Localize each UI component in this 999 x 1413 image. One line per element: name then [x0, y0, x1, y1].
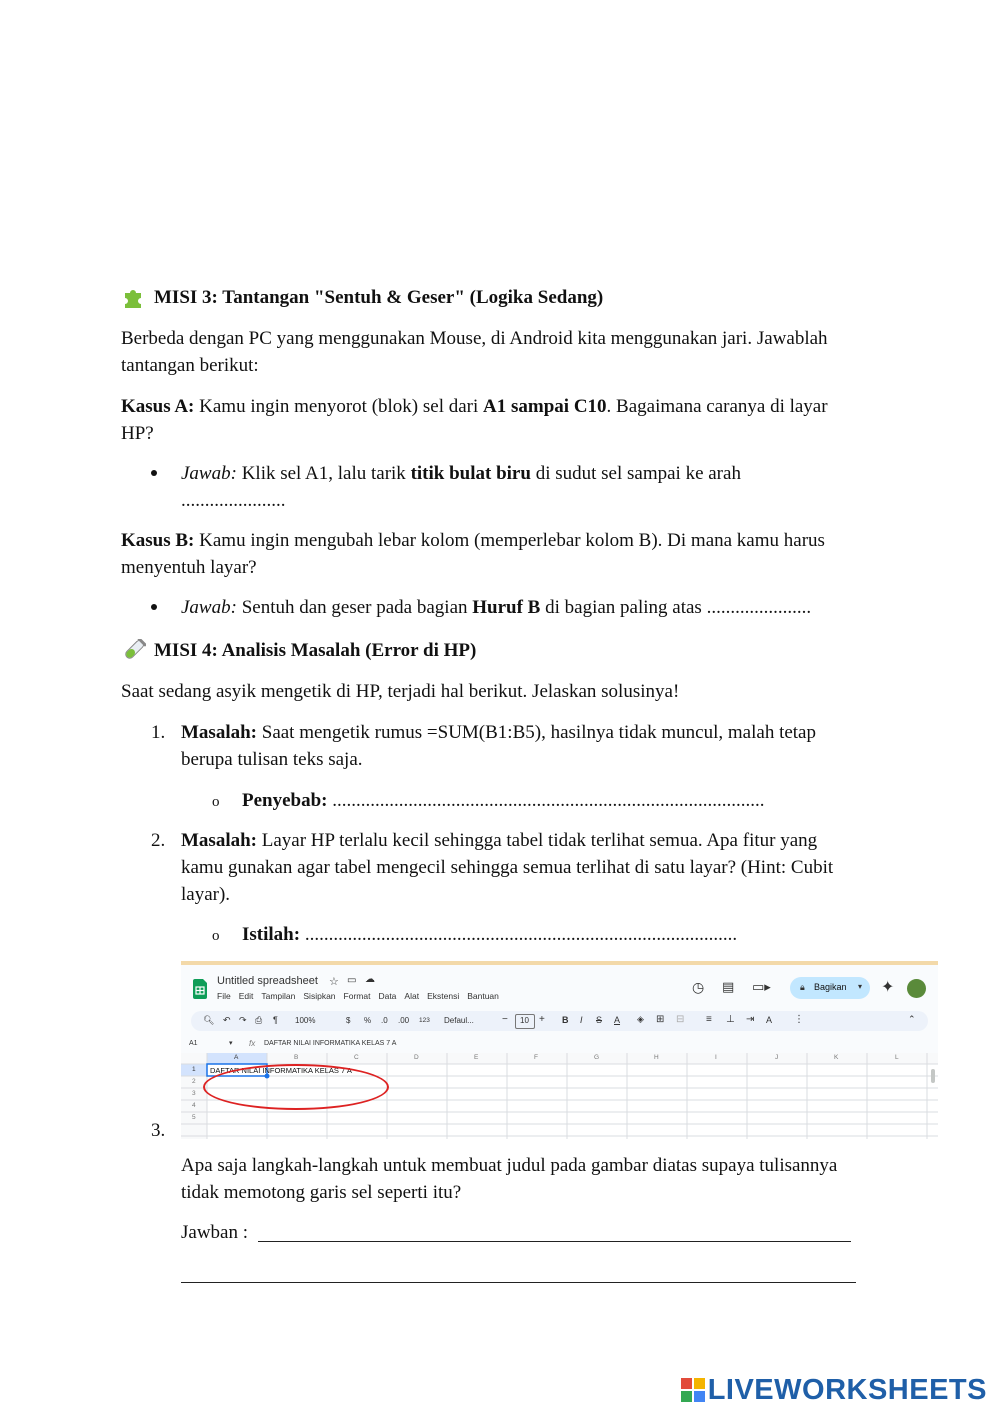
undo-icon[interactable]: ↶	[223, 1015, 231, 1025]
cell-a1[interactable]: DAFTAR NILAI INFORMATIKA KELAS 7 A	[210, 1066, 352, 1075]
misi3-heading: MISI 3: Tantangan "Sentuh & Geser" (Logika Sedang)	[154, 287, 604, 308]
comment-icon[interactable]: ▤	[722, 979, 735, 994]
column-header[interactable]: C	[354, 1054, 359, 1061]
column-header[interactable]: K	[834, 1054, 839, 1061]
toolbar	[191, 1011, 928, 1031]
column-header[interactable]: H	[654, 1054, 659, 1061]
avatar[interactable]	[907, 979, 926, 998]
print-icon[interactable]: ⎙	[255, 1015, 263, 1025]
logo-text: LIVEWORKSHEETS	[707, 1373, 987, 1406]
item2-text: Masalah: Layar HP terlalu kecil sehingga tabel tidak terlihat semua. Apa fitur yang	[181, 830, 818, 851]
misi4-intro: Saat sedang asyik mengetik di HP, terjadi hal berikut. Jelaskan solusinya!	[121, 681, 680, 702]
item-number: 1.	[151, 722, 166, 743]
answer-label: Jawban :	[181, 1222, 249, 1243]
bullet	[151, 604, 157, 610]
item3-question-2: tidak memotong garis sel seperti itu?	[181, 1182, 462, 1203]
italic-icon[interactable]: I	[580, 1015, 583, 1025]
zoom-select[interactable]: 100%	[295, 1016, 316, 1025]
bullet	[151, 470, 157, 476]
row-header[interactable]: 1	[192, 1066, 196, 1073]
row-header[interactable]: 3	[192, 1090, 196, 1097]
text-color-icon[interactable]: A	[614, 1015, 621, 1025]
decimal-increase-icon[interactable]: .00	[398, 1016, 410, 1025]
meet-icon[interactable]: ▭▸	[752, 979, 771, 994]
row-header[interactable]: 4	[192, 1102, 196, 1109]
share-label: Bagikan	[814, 982, 847, 992]
column-header[interactable]: G	[594, 1054, 600, 1061]
font-select[interactable]: Defaul...	[444, 1016, 474, 1025]
folder-icon[interactable]: ▭	[347, 975, 357, 986]
redo-icon[interactable]: ↷	[239, 1015, 247, 1025]
cell-ref-dropdown-icon[interactable]: ▾	[229, 1040, 233, 1047]
doc-title[interactable]: Untitled spreadsheet	[217, 975, 318, 987]
answer-line[interactable]	[258, 1241, 851, 1242]
misi3-intro: Berbeda dengan PC yang menggunakan Mouse, di Android kita menggunakan jari. Jawablah	[121, 328, 828, 349]
menu-item[interactable]: Data	[378, 991, 397, 1001]
fill-color-icon[interactable]: ◈	[637, 1014, 644, 1024]
sub-bullet: o	[212, 928, 220, 944]
column-header[interactable]: D	[414, 1054, 419, 1061]
sheets-logo-icon	[193, 979, 207, 999]
istilah-answer[interactable]: Istilah: ...........................................................................................	[242, 924, 738, 945]
answer-line[interactable]	[181, 1282, 856, 1283]
collapse-icon[interactable]: ⌃	[908, 1014, 916, 1024]
penyebab-answer[interactable]: Penyebab: ...........................................................................................	[242, 790, 765, 811]
item3-question: Apa saja langkah-langkah untuk membuat judul pada gambar diatas supaya tulisannya	[181, 1155, 838, 1176]
menu-item[interactable]: File	[217, 991, 231, 1001]
highlight-ellipse	[203, 1064, 389, 1110]
logo-blocks-icon	[681, 1378, 705, 1402]
menu-item[interactable]: Alat	[404, 991, 420, 1001]
item2-text-3: layar).	[181, 884, 231, 905]
column-header[interactable]: J	[775, 1054, 779, 1061]
search-icon[interactable]: 🔍︎	[203, 1015, 215, 1025]
star-icon[interactable]: ☆	[329, 976, 339, 988]
decimal-decrease-icon[interactable]: .0	[381, 1016, 388, 1025]
kasus-a-text: Kasus A: Kamu ingin menyorot (blok) sel dari A1 sampai C10. Bagaimana caranya di layar	[121, 396, 828, 417]
lock-icon: 🔒︎	[800, 982, 805, 992]
kasus-a-answer: Jawab: Klik sel A1, lalu tarik titik bulat biru di sudut sel sampai ke arah	[181, 463, 741, 484]
menu-item[interactable]: Ekstensi	[427, 991, 460, 1001]
item-number: 3.	[151, 1120, 166, 1141]
column-header[interactable]: F	[534, 1054, 538, 1061]
liveworksheets-logo	[681, 1374, 987, 1406]
item-number: 2.	[151, 830, 166, 851]
history-icon[interactable]: ◷	[692, 979, 705, 995]
kasus-b-text-2: menyentuh layar?	[121, 557, 257, 578]
bold-icon[interactable]: B	[562, 1015, 569, 1025]
plus-icon[interactable]: +	[539, 1014, 545, 1025]
cell-reference[interactable]: A1	[189, 1040, 198, 1047]
strikethrough-icon[interactable]: S	[596, 1015, 603, 1025]
column-header[interactable]: L	[895, 1054, 899, 1061]
rotate-icon[interactable]: A	[766, 1015, 773, 1025]
sub-bullet: o	[212, 794, 220, 810]
puzzle-icon	[122, 286, 146, 308]
menu-item[interactable]: Sisipkan	[303, 991, 336, 1001]
font-size-field[interactable]: 10	[515, 1014, 535, 1029]
column-header[interactable]: I	[715, 1054, 717, 1061]
spreadsheet-screenshot	[181, 961, 938, 1139]
minus-icon[interactable]: −	[502, 1014, 508, 1025]
paint-format-icon[interactable]: ¶	[273, 1015, 278, 1025]
kasus-a-text-2: HP?	[121, 423, 154, 444]
more-icon[interactable]: ⋮	[794, 1014, 804, 1025]
cloud-icon[interactable]: ☁	[365, 974, 375, 985]
kasus-b-answer: Jawab: Sentuh dan geser pada bagian Huruf B di bagian paling atas ......................	[181, 597, 812, 618]
item2-text-2: kamu gunakan agar tabel mengecil sehingga semua terlihat di satu layar? (Hint: Cubit	[181, 857, 834, 878]
align-icon[interactable]: ≡	[706, 1014, 712, 1025]
borders-icon[interactable]: ⊞	[656, 1014, 665, 1025]
number-format-button[interactable]: 123	[419, 1017, 430, 1024]
column-header[interactable]: B	[294, 1054, 299, 1061]
menu-item[interactable]: Tampilan	[261, 991, 296, 1001]
misi4-heading: MISI 4: Analisis Masalah (Error di HP)	[154, 640, 477, 661]
kasus-b-text: Kasus B: Kamu ingin mengubah lebar kolom (memperlebar kolom B). Di mana kamu harus	[121, 530, 825, 551]
formula-bar[interactable]: DAFTAR NILAI INFORMATIKA KELAS 7 A	[264, 1040, 397, 1047]
gemini-icon[interactable]: ✦	[881, 979, 895, 996]
misi3-intro-2: tantangan berikut:	[121, 355, 259, 376]
item1-text-2: berupa tulisan teks saja.	[181, 749, 363, 770]
fx-icon: fx	[249, 1039, 256, 1048]
item1-text: Masalah: Saat mengetik rumus =SUM(B1:B5), hasilnya tidak muncul, malah tetap	[181, 722, 816, 743]
dropdown-icon: ▾	[858, 982, 863, 991]
merge-icon[interactable]: ⊟	[676, 1014, 685, 1025]
kasus-a-answer-blank[interactable]: ......................	[181, 490, 286, 511]
currency-button[interactable]: $	[346, 1016, 351, 1025]
share-button[interactable]	[790, 977, 870, 999]
column-header[interactable]: E	[474, 1054, 479, 1061]
test-tube-icon	[122, 639, 146, 661]
menu-item[interactable]: Bantuan	[467, 991, 499, 1001]
row-header[interactable]: 5	[192, 1114, 196, 1121]
menu-item[interactable]: Format	[343, 991, 371, 1001]
percent-button[interactable]: %	[364, 1016, 372, 1025]
menu-bar	[217, 991, 499, 1001]
wrap-icon[interactable]: ⇥	[746, 1014, 755, 1025]
menu-item[interactable]: Edit	[238, 991, 254, 1001]
valign-icon[interactable]: ⊥	[726, 1014, 735, 1025]
row-header[interactable]: 2	[192, 1078, 196, 1085]
column-header[interactable]: A	[234, 1054, 239, 1061]
